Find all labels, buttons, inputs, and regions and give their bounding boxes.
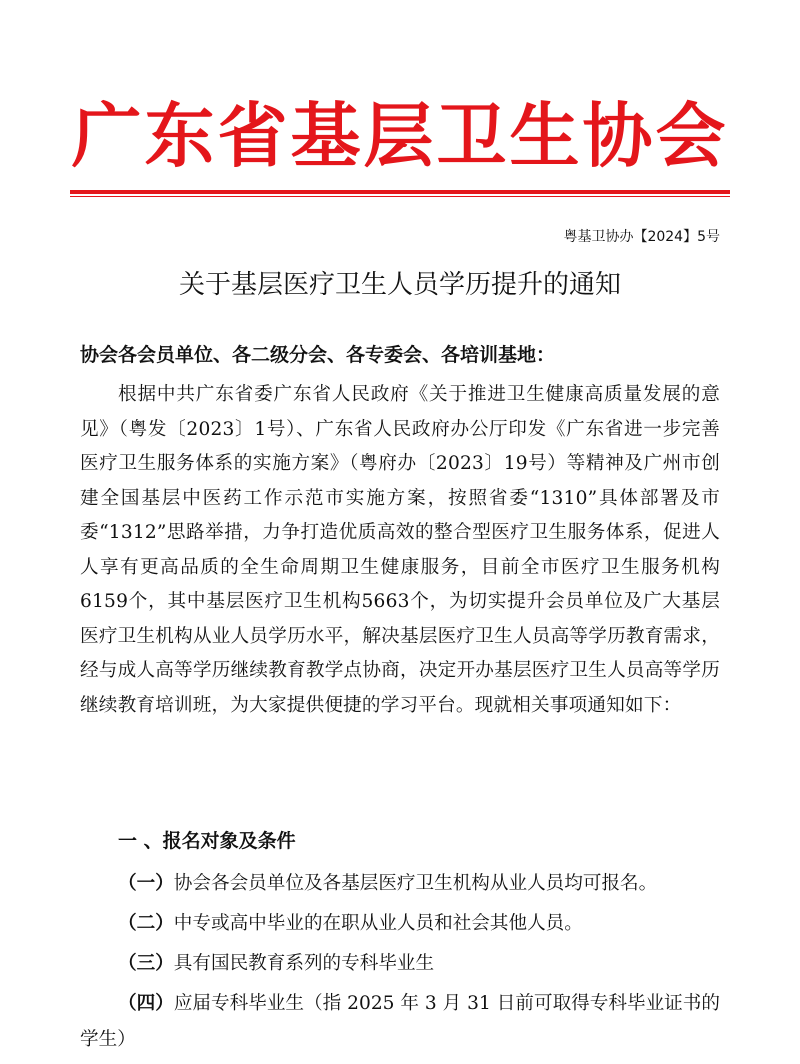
list-item-text: 协会各会员单位及各基层医疗卫生机构从业人员均可报名。 [173,873,658,894]
section-heading-eligibility: 一 、报名对象及条件 [118,830,296,852]
list-item-number: （一） [118,873,174,894]
list-item-text: 中专或高中毕业的在职从业人员和社会其他人员。 [173,913,583,934]
organization-header: 广东省基层卫生协会 [71,95,729,177]
list-item-text: 应届专科毕业生（指 2025 年 3 月 31 日前可取得专科毕业证书的学生） [80,993,720,1050]
red-divider-thin [70,196,730,197]
eligibility-list [80,866,720,1062]
list-item-number: （三） [118,953,174,974]
list-item [80,906,720,942]
addressee-line: 协会各会员单位、各二级分会、各专委会、各培训基地： [80,344,556,366]
list-item-number: （二） [118,913,174,934]
red-divider-thick [70,190,730,194]
list-item [80,986,720,1058]
list-item-text: 具有国民教育系列的专科毕业生 [173,953,435,974]
intro-paragraph: 根据中共广东省委广东省人民政府《关于推进卫生健康高质量发展的意见》（粤发〔2023〕1号）、广东省人民政府办公厅印发《广东省进一步完善医疗卫生服务体系的实施方案》（粤府办〔2023〕19号）等精神及广州市创建全国基层中医药工作示范市实施方案，按照省委“1310”具体部署及市委“1312”思路举措，力争打造优质高效的整合型医疗卫生服务体系，促进人人享有更高品质的全生命周期卫生健康服务，目前全市医疗卫生服务机构6159个，其中基层医疗卫生机构5663个，为切实提升会员单位及广大基层医疗卫生机构从业人员学历水平，解决基层医疗卫生人员高等学历教育需求，经与成人高等学历继续教育教学点协商，决定开办基层医疗卫生人员高等学历继续教育培训班，为大家提供便捷的学习平台。现就相关事项通知如下： [80,384,720,716]
notice-title: 关于基层医疗卫生人员学历提升的通知 [178,270,621,300]
list-item [80,946,720,982]
list-item-number: （四） [118,993,174,1014]
document-number: 粤基卫协办【2024】5号 [563,229,720,245]
list-item [80,866,720,902]
